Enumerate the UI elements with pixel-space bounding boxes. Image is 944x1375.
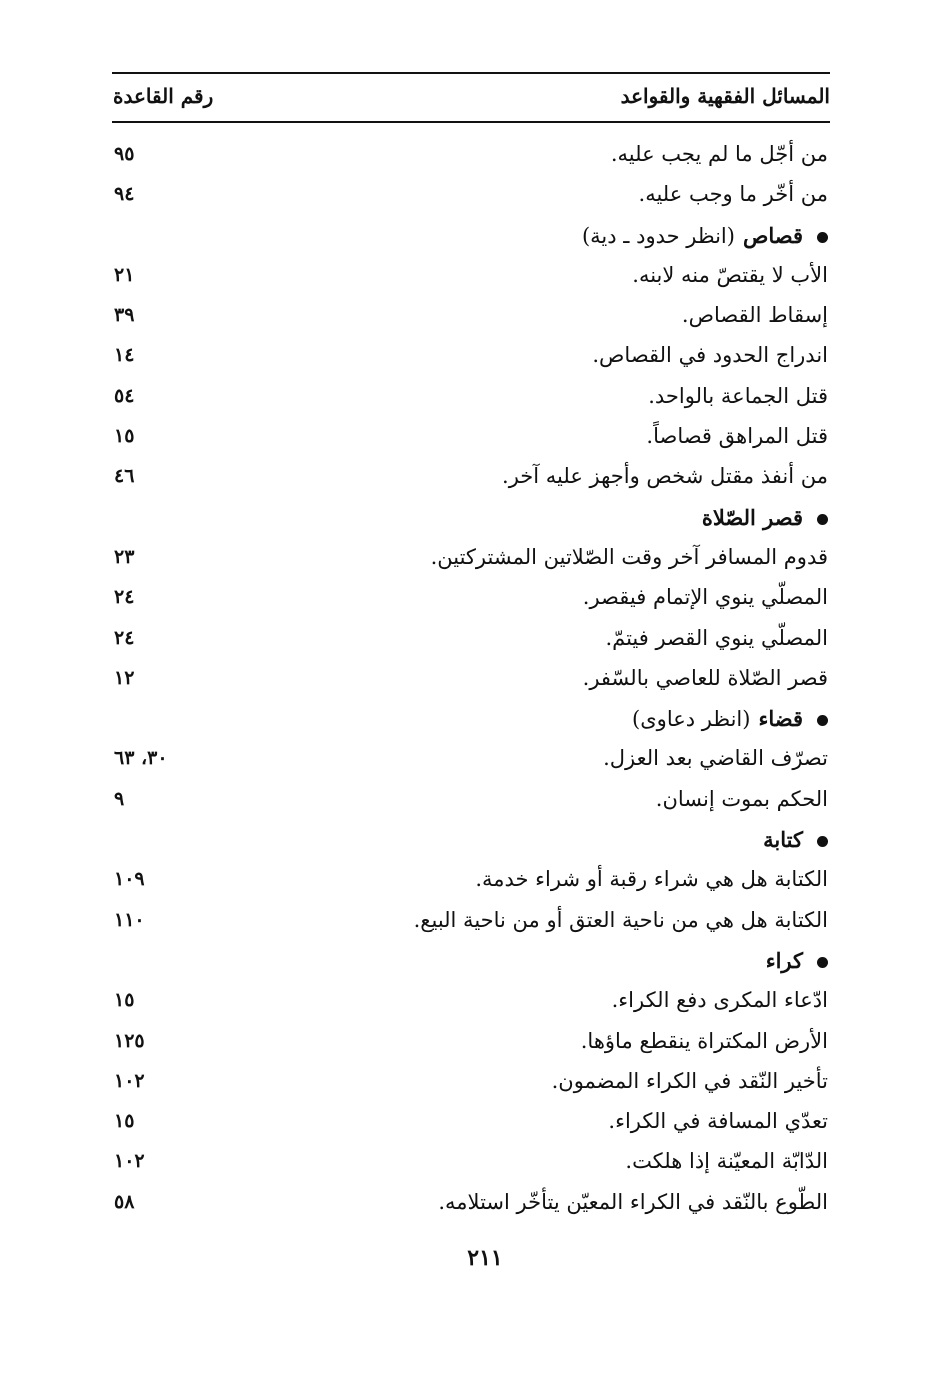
entry-text: الطّوع بالنّقد في الكراء المعيّن يتأخّر استلامه. — [438, 1189, 828, 1214]
index-entry-row — [112, 176, 830, 216]
index-entry-row — [112, 378, 830, 418]
page-number: ٢١١ — [467, 1245, 503, 1271]
heading-note: (انظر حدود ـ دية) — [581, 223, 735, 248]
entry-text: الأرض المكتراة ينقطع ماؤها. — [580, 1028, 828, 1053]
rule-number: ١١٠ — [114, 908, 145, 931]
rule-number: ١٢ — [114, 666, 135, 689]
rule-number: ٢٤ — [114, 626, 135, 649]
rule-number: ١٢٥ — [114, 1029, 145, 1052]
entry-text: من أجّل ما لم يجب عليه. — [610, 142, 828, 166]
heading-text: قضاء — [758, 706, 803, 732]
rule-number: ٥٨ — [114, 1190, 135, 1213]
entry-text: المصلّي ينوي الإتمام فيقصر. — [582, 585, 828, 610]
heading-text: قصاص — [742, 222, 803, 248]
index-heading — [766, 948, 828, 973]
entry-text: الدّابّة المعيّنة إذا هلكت. — [625, 1149, 828, 1174]
index-entry-row — [112, 740, 830, 780]
entry-text: الكتابة هل هي من ناحية العتق أو من ناحية البيع. — [413, 907, 828, 932]
rule-number: ١٠٩ — [114, 868, 145, 891]
index-entry-row — [112, 579, 830, 619]
entry-text: الأب لا يقتصّ منه لابنه. — [632, 262, 828, 287]
index-entry-row — [112, 297, 830, 337]
index-list — [112, 136, 830, 1224]
rule-number: ١٥ — [114, 1110, 135, 1133]
index-entry-row — [112, 458, 830, 498]
entry-text: تأخير النّقد في الكراء المضمون. — [551, 1068, 828, 1093]
bullet-icon — [817, 957, 828, 968]
index-heading-row — [112, 821, 830, 861]
rule-number: ٣٩ — [114, 304, 135, 327]
rule-number: ٤٦ — [114, 465, 135, 488]
index-entry-row — [112, 136, 830, 176]
entry-text: اندراج الحدود في القصاص. — [592, 343, 828, 368]
index-entry-row — [112, 781, 830, 821]
entry-text: من أنفذ مقتل شخص وأجهز عليه آخر. — [502, 464, 828, 489]
index-entry-row — [112, 1103, 830, 1143]
heading-note: (انظر دعاوى) — [632, 707, 751, 732]
index-heading-row — [112, 942, 830, 982]
index-entry-row — [112, 257, 830, 297]
heading-text: كراء — [765, 947, 803, 973]
index-heading — [763, 827, 828, 852]
rule-number: ١٤ — [114, 344, 135, 367]
index-entry-row — [112, 337, 830, 377]
rule-number: ٢٤ — [114, 586, 135, 609]
entry-text: قتل الجماعة بالواحد. — [648, 383, 828, 408]
entry-text: الحكم بموت إنسان. — [655, 786, 828, 811]
entry-text: ادّعاء المكرى دفع الكراء. — [611, 988, 828, 1013]
entry-text: إسقاط القصاص. — [681, 303, 828, 328]
index-entry-row — [112, 902, 830, 942]
index-heading — [632, 706, 828, 731]
entry-text: قدوم المسافر آخر وقت الصّلاتين المشتركتين. — [430, 544, 828, 569]
index-entry-row — [112, 982, 830, 1022]
index-entry-row — [112, 418, 830, 458]
entry-text: المصلّي ينوي القصر فيتمّ. — [605, 625, 828, 650]
index-heading — [582, 223, 828, 248]
rule-number: ٩٤ — [114, 183, 135, 206]
rule-number: ١٥ — [114, 425, 135, 448]
index-heading — [702, 505, 828, 530]
entry-text: قصر الصّلاة للعاصي بالسّفر. — [582, 665, 828, 690]
index-entry-row — [112, 1023, 830, 1063]
rule-number: ٢٣ — [114, 545, 135, 568]
rule-number: ٩ — [114, 787, 125, 810]
entry-text: تصرّف القاضي بعد العزل. — [603, 746, 828, 771]
index-heading-row — [112, 217, 830, 257]
index-entry-row — [112, 539, 830, 579]
heading-text: قصر الصّلاة — [701, 504, 803, 530]
header-column-label: رقم القاعدة — [113, 84, 214, 108]
entry-text: الكتابة هل هي شراء رقبة أو شراء خدمة. — [475, 867, 828, 892]
rule-number: ١٥ — [114, 989, 135, 1012]
index-heading-row — [112, 499, 830, 539]
entry-text: من أخّر ما وجب عليه. — [638, 182, 828, 207]
bullet-icon — [817, 514, 828, 525]
index-heading-row — [112, 700, 830, 740]
index-entry-row — [112, 1063, 830, 1103]
rule-number: ١٠٢ — [114, 1069, 145, 1092]
index-entry-row — [112, 861, 830, 901]
bullet-icon — [817, 715, 828, 726]
header-title: المسائل الفقهية والقواعد — [620, 84, 830, 108]
rule-number: ٢١ — [114, 263, 135, 286]
heading-text: كتابة — [763, 827, 803, 853]
rule-number: ٩٥ — [114, 143, 135, 165]
index-entry-row — [112, 1184, 830, 1224]
entry-text: قتل المراهق قصاصاً. — [646, 424, 828, 449]
index-entry-row — [112, 1143, 830, 1183]
header-top-rule — [112, 72, 830, 74]
index-entry-row — [112, 620, 830, 660]
bullet-icon — [817, 836, 828, 847]
index-entry-row — [112, 660, 830, 700]
rule-number: ٥٤ — [114, 384, 135, 407]
header-bottom-rule — [112, 121, 830, 123]
rule-number: ٣٠، ٦٣ — [114, 747, 168, 770]
bullet-icon — [817, 232, 828, 243]
rule-number: ١٠٢ — [114, 1150, 145, 1173]
entry-text: تعدّي المسافة في الكراء. — [608, 1109, 828, 1134]
